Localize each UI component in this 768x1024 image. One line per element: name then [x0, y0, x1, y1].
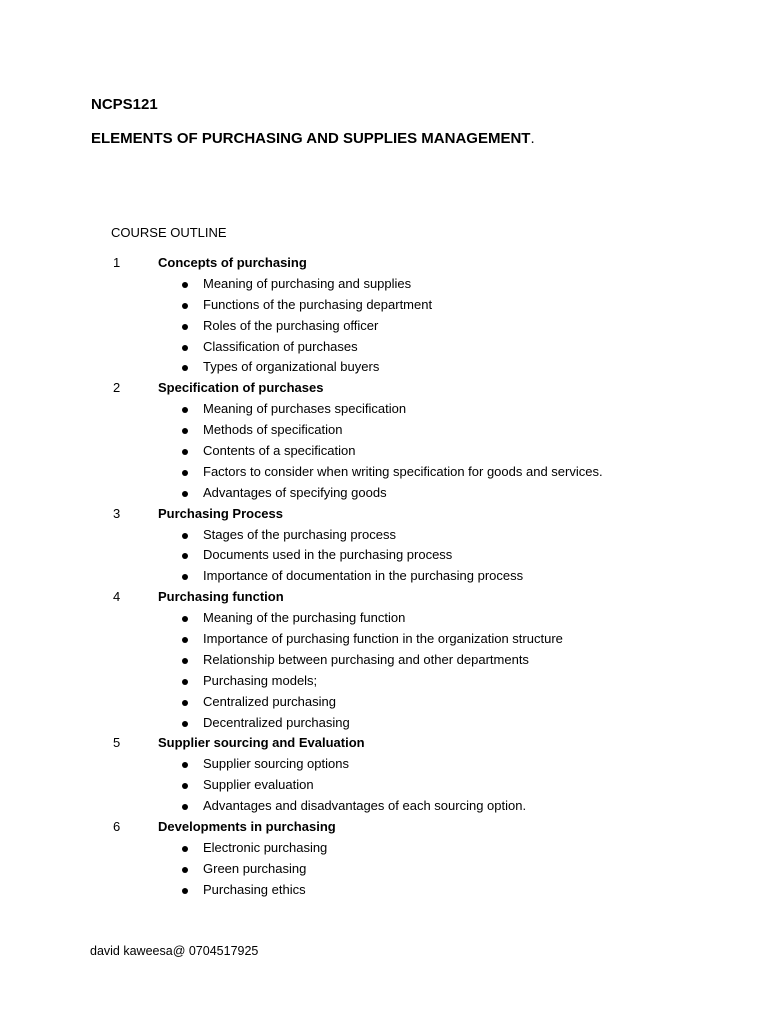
list-item-text: Green purchasing [203, 860, 307, 876]
list-item-text: Documents used in the purchasing process [203, 547, 453, 563]
section-title: Developments in purchasing [158, 819, 336, 835]
bullet-icon [182, 324, 188, 330]
course-code: NCPS121 [91, 96, 158, 113]
list-item [0, 838, 768, 859]
list-item-text: Advantages of specifying goods [203, 484, 387, 500]
list-item-text: Contents of a specification [203, 443, 356, 459]
section-number: 6 [113, 819, 121, 835]
bullet-icon [182, 282, 188, 288]
section-number: 5 [113, 735, 121, 751]
bullet-icon [182, 345, 188, 351]
section-heading-row [0, 253, 768, 274]
footer-contact: david kaweesa@ 0704517925 [90, 944, 259, 958]
list-item [0, 754, 768, 775]
list-item [0, 796, 768, 817]
list-item-text: Decentralized purchasing [203, 714, 350, 730]
list-item-text: Meaning of purchases specification [203, 401, 407, 417]
list-item-text: Supplier evaluation [203, 777, 314, 793]
bullet-icon [182, 721, 188, 727]
list-item [0, 274, 768, 295]
document-title [91, 129, 535, 149]
bullet-icon [182, 867, 188, 873]
list-item [0, 545, 768, 566]
section-title: Specification of purchases [158, 380, 324, 396]
bullet-icon [182, 574, 188, 580]
bullet-icon [182, 491, 188, 497]
bullet-icon [182, 470, 188, 476]
list-item [0, 859, 768, 880]
list-item-text: Roles of the purchasing officer [203, 317, 379, 333]
bullet-icon [182, 658, 188, 664]
list-item [0, 880, 768, 901]
list-item [0, 650, 768, 671]
bullet-icon [182, 888, 188, 894]
list-item-text: Purchasing models; [203, 672, 318, 688]
list-item [0, 483, 768, 504]
list-item-text: Types of organizational buyers [203, 359, 380, 375]
list-item [0, 316, 768, 337]
bullet-icon [182, 616, 188, 622]
bullet-icon [182, 700, 188, 706]
list-item [0, 399, 768, 420]
course-outline-list [0, 253, 768, 901]
section-title: Purchasing function [158, 589, 284, 605]
list-item [0, 608, 768, 629]
list-item-text: Functions of the purchasing department [203, 296, 433, 312]
bullet-icon [182, 762, 188, 768]
section-title: Purchasing Process [158, 505, 283, 521]
bullet-icon [182, 303, 188, 309]
bullet-icon [182, 679, 188, 685]
list-item [0, 775, 768, 796]
list-item-text: Centralized purchasing [203, 693, 336, 709]
list-item-text: Electronic purchasing [203, 839, 328, 855]
bullet-icon [182, 428, 188, 434]
bullet-icon [182, 407, 188, 413]
list-item [0, 462, 768, 483]
list-item-text: Importance of purchasing function in the organization structure [203, 631, 563, 647]
list-item-text: Factors to consider when writing specification for goods and services. [203, 463, 603, 479]
list-item [0, 337, 768, 358]
course-outline-heading: COURSE OUTLINE [111, 225, 227, 240]
list-item [0, 525, 768, 546]
list-item-text: Stages of the purchasing process [203, 526, 396, 542]
list-item [0, 671, 768, 692]
section-heading-row [0, 817, 768, 838]
list-item-text: Relationship between purchasing and other departments [203, 651, 529, 667]
list-item [0, 692, 768, 713]
section-number: 2 [113, 380, 121, 396]
list-item [0, 441, 768, 462]
section-heading-row [0, 378, 768, 399]
bullet-icon [182, 365, 188, 371]
bullet-icon [182, 449, 188, 455]
list-item-text: Supplier sourcing options [203, 756, 349, 772]
list-item [0, 629, 768, 650]
list-item [0, 357, 768, 378]
list-item-text: Methods of specification [203, 422, 343, 438]
list-item-text: Meaning of the purchasing function [203, 610, 406, 626]
section-number: 4 [113, 589, 121, 605]
bullet-icon [182, 553, 188, 559]
section-heading-row [0, 733, 768, 754]
section-heading-row [0, 504, 768, 525]
section-title: Concepts of purchasing [158, 255, 307, 270]
bullet-icon [182, 533, 188, 539]
list-item-text: Purchasing ethics [203, 881, 306, 897]
list-item-text: Importance of documentation in the purchasing process [203, 568, 524, 584]
list-item-text: Classification of purchases [203, 338, 358, 354]
section-number: 1 [113, 255, 121, 270]
list-item [0, 566, 768, 587]
document-title-period: . [530, 130, 535, 147]
bullet-icon [182, 804, 188, 810]
section-heading-row [0, 587, 768, 608]
bullet-icon [182, 846, 188, 852]
list-item-text: Advantages and disadvantages of each sourcing option. [203, 798, 527, 814]
bullet-icon [182, 637, 188, 643]
section-number: 3 [113, 505, 121, 521]
list-item-text: Meaning of purchasing and supplies [203, 275, 412, 291]
section-title: Supplier sourcing and Evaluation [158, 735, 365, 751]
bullet-icon [182, 783, 188, 789]
document-title-text: ELEMENTS OF PURCHASING AND SUPPLIES MANAGEMENT [91, 130, 531, 147]
list-item [0, 713, 768, 734]
list-item [0, 420, 768, 441]
list-item [0, 295, 768, 316]
